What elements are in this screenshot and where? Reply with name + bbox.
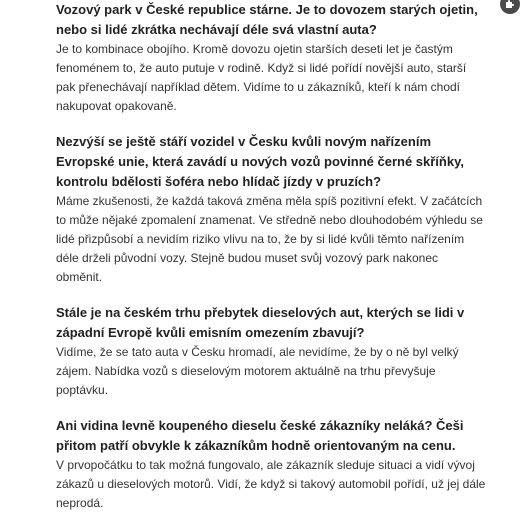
interview-answer: Je to kombinace obojího. Kromě dovozu ojetin starších deseti let je častým fenoménem to, že auto putuje v rodině. Když si lidé pořídí novější auto, starší pak přenechávají například dětem. Vidíme to u zákazníků, kteří k nám chodí nakupovat opakovaně. bbox=[56, 42, 467, 113]
interview-answer: Máme zkušenosti, že každá taková změna měla spíš pozitivní efekt. V začátcích to může nějaké zpomalení znamenat. Ve středně nebo dlouhodobém výhledu se lidé přizpůsobí a nevidím riziko vlivu na to, že by si lidé kvůli těmto nařízením déle drželi původní vozy. Stejně budou muset svůj vozový park nakonec obměnit. bbox=[56, 194, 483, 284]
interview-question: Stále je na českém trhu přebytek dieselových aut, kterých se lidi v západní Evropě kvůli emisním omezením zbavují? bbox=[56, 305, 465, 340]
interview-answer: Vidíme, že se tato auta v Česku hromadí, ale nevidíme, že by o ně byl velký zájem. Nabídka vozů s dieselovým motorem aktuálně na trhu převyšuje poptávku. bbox=[56, 345, 459, 397]
interview-question: Vozový park v České republice stárne. Je to dovozem starých ojetin, nebo si lidé zkrátka nechávají déle svá vlastní auta? bbox=[56, 2, 478, 37]
qa-block-4 bbox=[56, 416, 486, 513]
interview-question: Ani vidina levně koupeného dieselu české zákazníky neláká? Češi přitom patří obvykle k zákazníkům hodně orientovaným na cenu. bbox=[56, 418, 464, 453]
qa-block-1 bbox=[56, 0, 486, 116]
puzzle-icon bbox=[504, 0, 516, 10]
interview-article bbox=[56, 0, 486, 529]
qa-block-2 bbox=[56, 132, 486, 287]
interview-answer: V prvopočátku to tak možná fungovalo, ale zákazník sleduje situaci a vidí vývoj zákazů u dieselových motorů. Vidí, že když si takový automobil pořídí, už jej dále neprodá. bbox=[56, 458, 486, 510]
qa-block-3 bbox=[56, 303, 486, 400]
extension-button[interactable] bbox=[500, 0, 520, 14]
interview-question: Nezvýší se ještě stáří vozidel v Česku kvůli novým nařízením Evropské unie, která zavádí u nových vozů povinné černé skříňky, kontrolu bdělosti šoféra nebo hlídač jízdy v pruzích? bbox=[56, 134, 464, 189]
